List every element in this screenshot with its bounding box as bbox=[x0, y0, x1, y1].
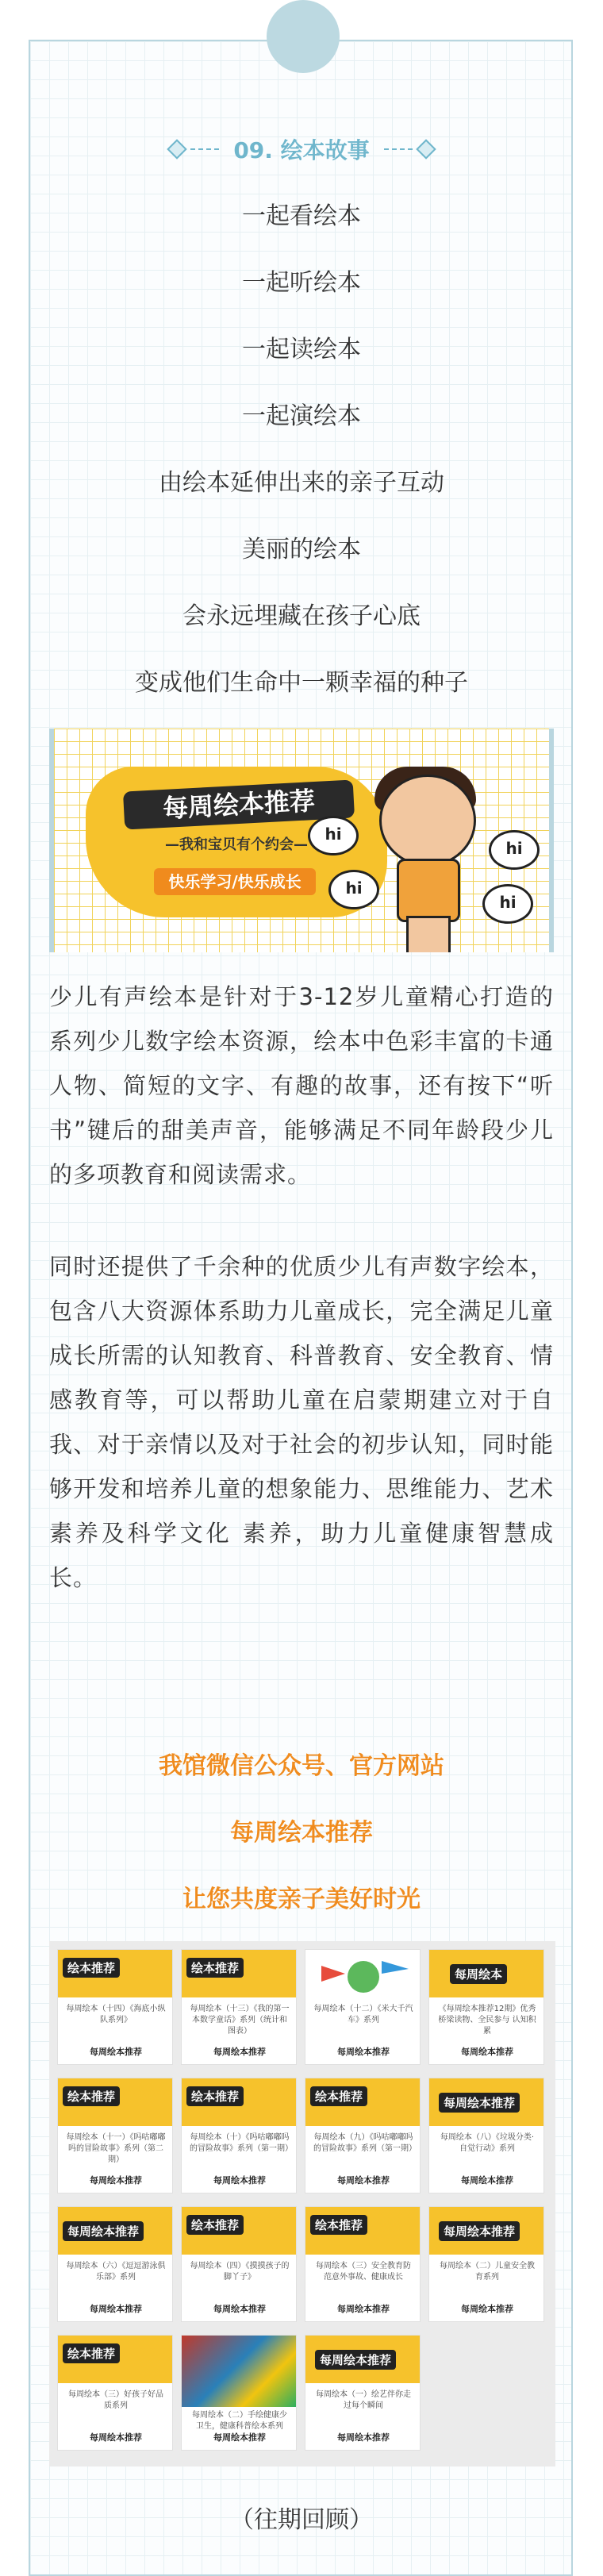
speech-bubble: hi bbox=[489, 830, 540, 870]
thumbnail-title: 每周绘本 bbox=[450, 1964, 507, 1984]
thumbnail-footer: 每周绘本推荐 bbox=[337, 2047, 390, 2057]
section-heading bbox=[0, 133, 603, 165]
past-issue-thumbnail[interactable] bbox=[428, 1949, 544, 2065]
thumbnail-desc: 每周绘本（一）绘艺伴你走过每个瞬间 bbox=[316, 2390, 411, 2410]
poem-line: 美丽的绘本 bbox=[242, 536, 361, 563]
promo-line: 每周绘本推荐 bbox=[230, 1819, 373, 1847]
thumbnail-footer: 每周绘本推荐 bbox=[90, 2304, 142, 2314]
banner-subtitle: —我和宝贝有个约会— bbox=[165, 836, 308, 853]
thumbnail-desc: 每周绘本（三）安全教育防范意外事故、健康成长 bbox=[316, 2262, 411, 2282]
past-issue-thumbnail[interactable] bbox=[181, 2078, 297, 2193]
past-issue-thumbnail[interactable] bbox=[181, 2335, 297, 2451]
poem-line: 变成他们生命中一颗幸福的种子 bbox=[135, 669, 468, 697]
thumbnail-title: 绘本推荐 bbox=[63, 1958, 120, 1978]
dash-divider bbox=[384, 148, 413, 150]
poem-line: 一起演绘本 bbox=[242, 402, 361, 430]
thumbnail-footer: 每周绘本推荐 bbox=[90, 2432, 142, 2443]
poem-line: 一起看绘本 bbox=[242, 202, 361, 230]
thumbnail-title: 绘本推荐 bbox=[186, 2086, 244, 2106]
thumbnail-title: 绘本推荐 bbox=[63, 2343, 120, 2363]
thumbnail-desc: 每周绘本（八）《垃圾分类·自觉行动》系列 bbox=[440, 2133, 535, 2153]
speech-bubble: hi bbox=[308, 816, 359, 855]
promo-line: 我馆微信公众号、官方网站 bbox=[159, 1752, 444, 1780]
thumbnail-footer: 每周绘本推荐 bbox=[337, 2304, 390, 2314]
thumbnail-title: 绘本推荐 bbox=[63, 2086, 120, 2106]
thumbnail-footer: 每周绘本推荐 bbox=[337, 2432, 390, 2443]
poem-line: 会永远埋藏在孩子心底 bbox=[182, 602, 421, 630]
thumbnail-desc: 每周绘本（十三）《我的第一本数学童话》系列（统计和图表） bbox=[190, 2005, 290, 2036]
past-issue-thumbnail[interactable] bbox=[181, 2206, 297, 2322]
thumbnail-footer: 每周绘本推荐 bbox=[213, 2175, 266, 2186]
past-issue-thumbnail[interactable] bbox=[305, 1949, 421, 2065]
thumbnail-desc: 《每周绘本推荐12期》优秀桥梁读物、全民参与 认知积累 bbox=[438, 2005, 536, 2036]
past-issue-thumbnail[interactable] bbox=[57, 1949, 173, 2065]
thumbnail-desc: 每周绘本（四）《摸摸孩子的脚丫子》 bbox=[190, 2262, 290, 2282]
detail-paragraph: 同时还提供了千余种的优质少儿有声数字绘本，包含八大资源体系助力儿童成长，完全满足儿童成长所需的认知教育、科普教育、安全教育、情感教育等，可以帮助儿童在启蒙期建立对于自我、对于亲情以及对于社会的初步认知，同时能够开发和培养儿童的想象能力、思维能力、艺术素养及科学文化 素养，助力儿童健康智慧成长。 bbox=[49, 1253, 554, 1591]
boy-body-illustration bbox=[397, 859, 460, 922]
thumbnail-desc: 每周绘本（二）手绘健康少卫生，健康科普绘本系列 bbox=[192, 2411, 287, 2431]
thumbnail-footer: 每周绘本推荐 bbox=[90, 2047, 142, 2057]
thumbnail-footer: 每周绘本推荐 bbox=[213, 2432, 266, 2443]
thumbnail-desc: 每周绘本（十一）《吗咕嘟嘟吗的冒险故事》系列（第二期） bbox=[66, 2133, 166, 2164]
decorative-circle-icon bbox=[267, 0, 340, 73]
section-title: 09. 绘本故事 bbox=[233, 137, 370, 163]
thumbnail-footer: 每周绘本推荐 bbox=[90, 2175, 142, 2186]
thumbnail-footer: 每周绘本推荐 bbox=[461, 2304, 513, 2314]
intro-paragraph: 少儿有声绘本是针对于3-12岁儿童精心打造的系列少儿数字绘本资源，绘本中色彩丰富的卡通人物、简短的文字、有趣的故事，还有按下“听书”键后的甜美声音，能够满足不同年龄段少儿的多项教育和阅读需求。 bbox=[49, 983, 554, 1188]
kid-plane-icon bbox=[305, 1950, 421, 2002]
banner-title: 每周绘本推荐 bbox=[123, 779, 355, 829]
past-issues-caption: （往期回顾） bbox=[230, 2506, 373, 2534]
thumbnail-footer: 每周绘本推荐 bbox=[337, 2175, 390, 2186]
thumbnail-footer: 每周绘本推荐 bbox=[461, 2175, 513, 2186]
crayons-photo bbox=[182, 2336, 297, 2407]
past-issue-thumbnail[interactable] bbox=[57, 2206, 173, 2322]
past-issues-grid bbox=[49, 1941, 555, 2466]
thumbnail-footer: 每周绘本推荐 bbox=[213, 2047, 266, 2057]
thumbnail-footer: 每周绘本推荐 bbox=[461, 2047, 513, 2057]
dash-divider bbox=[190, 148, 219, 150]
thumbnail-desc: 每周绘本（十二）《米大千汽车》系列 bbox=[313, 2005, 413, 2024]
diamond-icon bbox=[416, 139, 436, 159]
thumbnail-desc: 每周绘本（六）《逗逗游泳俱乐部》系列 bbox=[66, 2262, 166, 2282]
past-issue-thumbnail[interactable] bbox=[57, 2078, 173, 2193]
past-issue-thumbnail[interactable] bbox=[428, 2078, 544, 2193]
weekly-picturebook-banner bbox=[49, 729, 554, 952]
thumbnail-title bbox=[310, 1958, 320, 1961]
thumbnail-desc: 每周绘本（二）儿童安全教育系列 bbox=[440, 2262, 535, 2282]
poem-line: 一起读绘本 bbox=[242, 336, 361, 363]
thumbnail-title: 每周绘本推荐 bbox=[63, 2221, 144, 2241]
thumbnail-title bbox=[186, 2343, 196, 2347]
thumbnail-title: 绘本推荐 bbox=[310, 2215, 367, 2235]
speech-bubble: hi bbox=[482, 884, 533, 924]
past-issue-thumbnail[interactable] bbox=[57, 2335, 173, 2451]
past-issue-thumbnail[interactable] bbox=[428, 2206, 544, 2322]
poem bbox=[0, 197, 603, 730]
thumbnail-header bbox=[305, 1950, 421, 2002]
diamond-icon bbox=[167, 139, 187, 159]
thumbnail-title: 绘本推荐 bbox=[310, 2086, 367, 2106]
past-issue-thumbnail[interactable] bbox=[305, 2078, 421, 2193]
thumbnail-desc: 每周绘本（三）好孩子好品质系列 bbox=[68, 2390, 163, 2410]
boy-face-illustration bbox=[379, 775, 476, 867]
thumbnail-title: 每周绘本推荐 bbox=[439, 2221, 520, 2241]
thumbnail-desc: 每周绘本（九）《吗咕嘟嘟吗的冒险故事》系列（第一期） bbox=[313, 2133, 417, 2153]
thumbnail-desc: 每周绘本（十四）《海底小纵队系列》 bbox=[66, 2005, 166, 2024]
thumbnail-title: 每周绘本推荐 bbox=[439, 2093, 520, 2113]
poem-line: 由绘本延伸出来的亲子互动 bbox=[159, 469, 444, 497]
past-issue-thumbnail[interactable] bbox=[305, 2335, 421, 2451]
thumbnail-title: 绘本推荐 bbox=[186, 2215, 244, 2235]
promo-line: 让您共度亲子美好时光 bbox=[182, 1886, 421, 1913]
poem-line: 一起听绘本 bbox=[242, 269, 361, 297]
boy-legs-illustration bbox=[406, 916, 451, 952]
thumbnail-desc: 每周绘本（十）《吗咕嘟嘟吗的冒险故事》系列（第一期） bbox=[190, 2133, 293, 2153]
thumbnail-footer: 每周绘本推荐 bbox=[213, 2304, 266, 2314]
past-issue-thumbnail[interactable] bbox=[305, 2206, 421, 2322]
thumbnail-title: 每周绘本推荐 bbox=[315, 2350, 396, 2370]
past-issue-thumbnail[interactable] bbox=[181, 1949, 297, 2065]
speech-bubble: hi bbox=[328, 870, 379, 909]
banner-tag: 快乐学习/快乐成长 bbox=[154, 868, 316, 895]
thumbnail-title: 绘本推荐 bbox=[186, 1958, 244, 1978]
